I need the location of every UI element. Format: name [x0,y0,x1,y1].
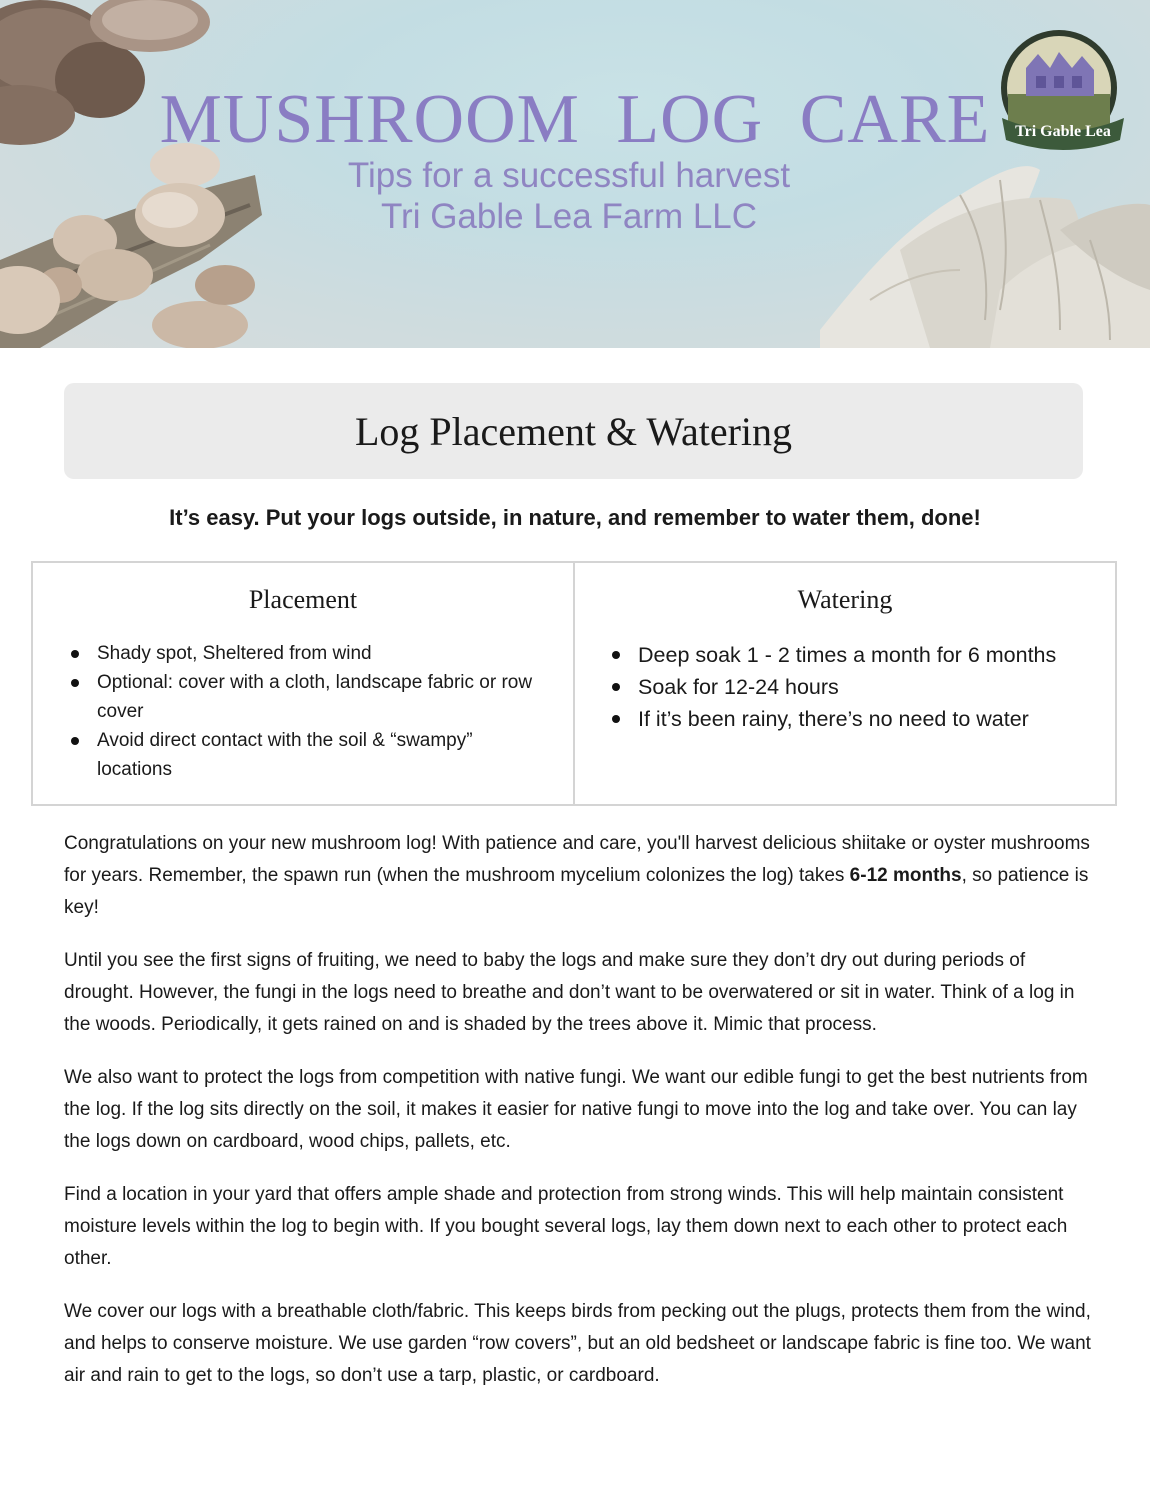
paragraph-text: Congratulations on your new mushroom log! With patience and care, you'll harvest delicious shiitake or oyster mushrooms for years. Remember, the spawn run (when the mushroom mycelium colonizes the log) takes [64,833,1090,886]
logo-text: Tri Gable Lea [1015,123,1111,140]
banner-subtitle: Tips for a successful harvest [347,156,791,195]
banner-title: MUSHROOM LOG CARE [159,81,991,158]
paragraph-intro [64,828,1094,924]
list-item: If it’s been rainy, there’s no need to water [638,703,1115,735]
spawn-run-duration: 6-12 months [849,865,962,886]
paragraph-text: , so patience is key! [64,865,1089,918]
paragraph-location: Find a location in your yard that offers ample shade and protection from strong winds. This will help maintain consistent moisture levels within the log to begin with. If you bought several logs, lay them down next to each other to protect each other. [64,1184,1068,1269]
placement-column [33,563,573,804]
paragraph-cover: We cover our logs with a breathable cloth/fabric. This keeps birds from pecking out the plugs, protects them from the wind, and helps to conserve moisture. We use garden “row covers”, but an old bedsheet or landscape fabric is fine too. We want air and rain to get to the logs, so don’t use a tarp, plastic, or cardboard. [64,1301,1091,1386]
body-text [64,828,1094,1413]
section-heading-box [64,383,1083,479]
paragraph-competition: We also want to protect the logs from competition with native fungi. We want our edible fungi to get the best nutrients from the log. If the log sits directly on the soil, it makes it easier for native fungi to move into the log and take over. You can lay the logs down on cardboard, wood chips, pallets, etc. [64,1067,1088,1152]
placement-list [33,639,573,784]
banner-farm-name: Tri Gable Lea Farm LLC [380,197,758,236]
section-heading: Log Placement & Watering [354,408,793,454]
watering-list [575,639,1115,735]
watering-title: Watering [797,585,893,614]
header-banner [0,0,1150,348]
list-item: Shady spot, Sheltered from wind [97,639,543,668]
list-item: Deep soak 1 - 2 times a month for 6 months [638,639,1115,671]
tips-table [31,561,1117,806]
placement-title: Placement [248,585,358,614]
paragraph-drought: Until you see the first signs of fruiting, we need to baby the logs and make sure they don’t dry out during periods of drought. However, the fungi in the logs need to breathe and don’t want to be overwatered or sit in water. Think of a log in the woods. Periodically, it gets rained on and is shaded by the trees above it. Mimic that process. [64,950,1075,1035]
list-item: Soak for 12-24 hours [638,671,1115,703]
list-item: Optional: cover with a cloth, landscape fabric or row cover [97,668,543,726]
tagline: It’s easy. Put your logs outside, in nature, and remember to water them, done! [169,505,981,530]
watering-column [573,563,1115,804]
list-item: Avoid direct contact with the soil & “swampy” locations [97,726,543,784]
